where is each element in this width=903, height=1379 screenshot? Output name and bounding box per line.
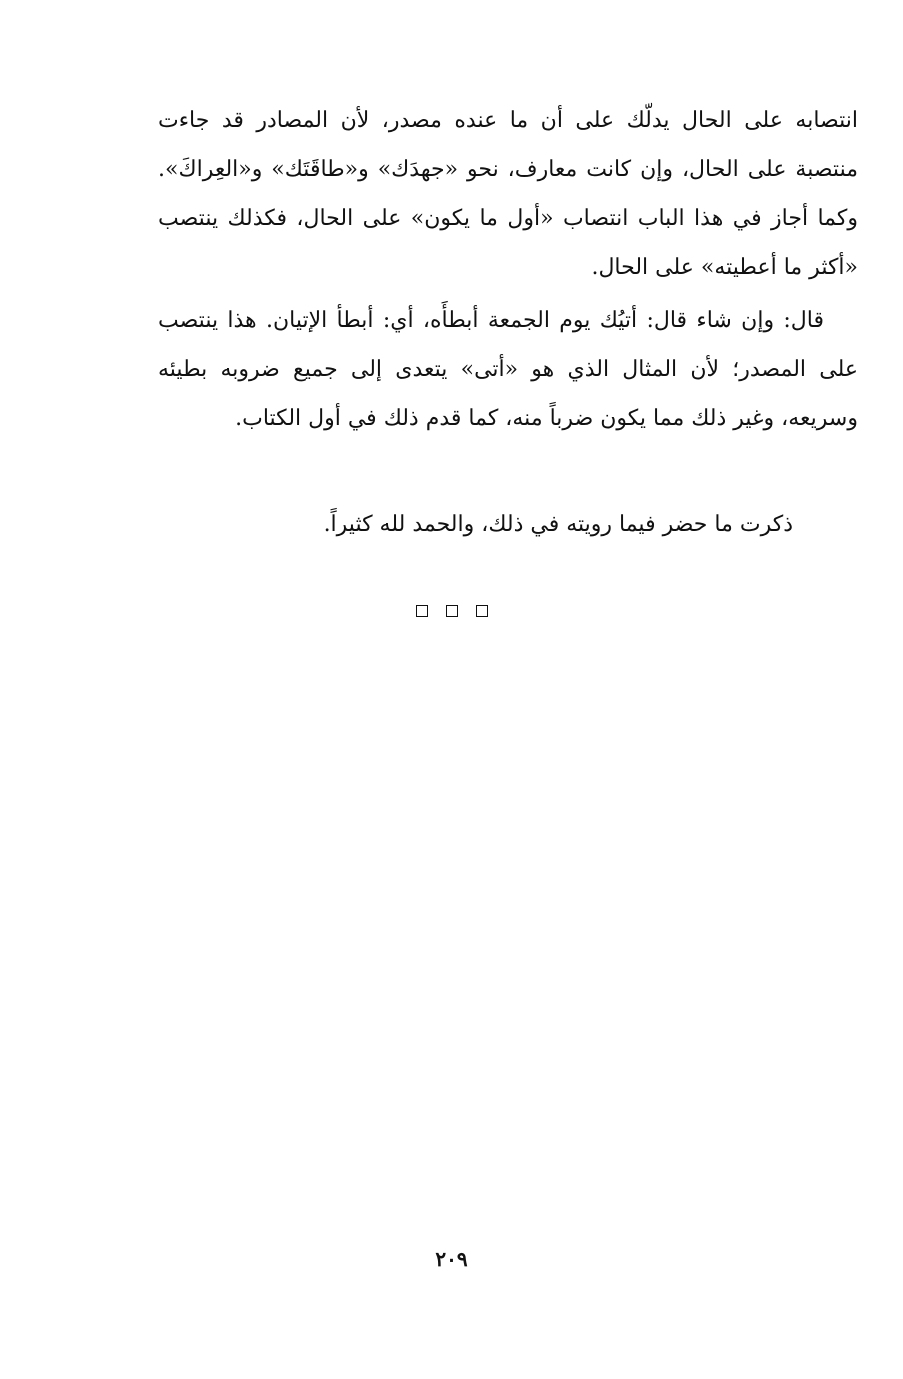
paragraph-2 xyxy=(158,296,858,443)
square-icon xyxy=(476,605,488,617)
square-icon xyxy=(416,605,428,617)
page-number: ٢٠٩ xyxy=(435,1247,468,1271)
square-icon xyxy=(446,605,458,617)
paragraph-2-text: قال: وإن شاء قال: أتيُك يوم الجمعة أبطأَه، أي: أبطأ الإتيان. هذا ينتصب على المصدر؛ لأن المثال الذي هو «أتى» يتعدى إلى جميع ضروبه بطيئه وسريعه، وغير ذلك مما يكون ضرباً منه، كما قدم ذلك في أول الكتاب. xyxy=(158,308,858,431)
section-ornament xyxy=(0,605,903,617)
paragraph-3: ذكرت ما حضر فيما رويته في ذلك، والحمد لله كثيراً. xyxy=(323,512,793,537)
paragraph-1: انتصابه على الحال يدلّك على أن ما عنده مصدر، لأن المصادر قد جاءت منتصبة على الحال، وإن كانت معارف، نحو «جهدَك» و«طاقَتَك» و«العِراكَ». وكما أجاز في هذا الباب انتصاب «أول ما يكون» على الحال، فكذلك ينتصب «أكثر ما أعطيته» على الحال. xyxy=(158,108,858,280)
